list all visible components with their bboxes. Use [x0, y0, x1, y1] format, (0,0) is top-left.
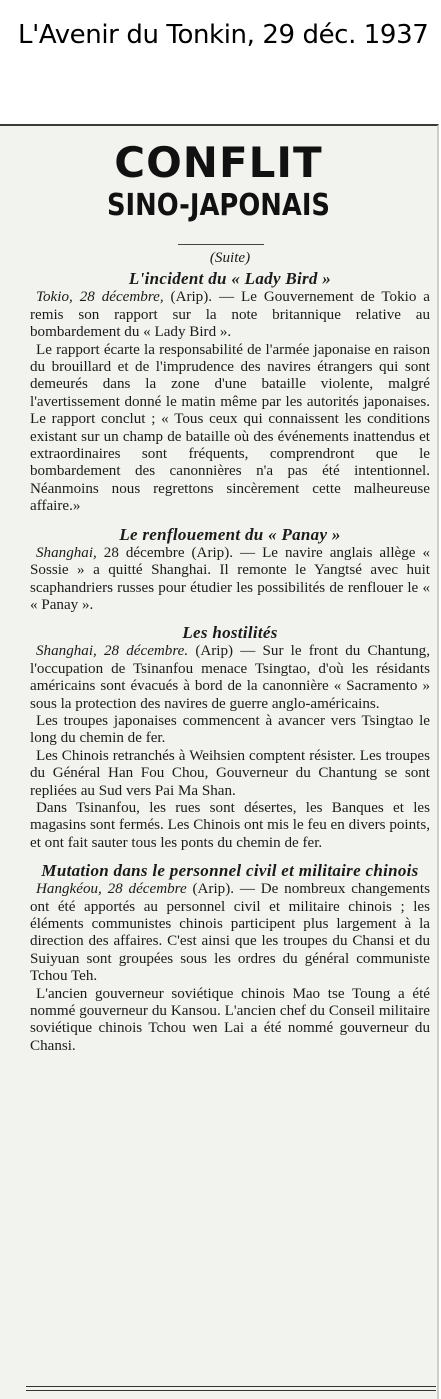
title-divider	[178, 244, 264, 245]
paragraph	[30, 545, 430, 615]
paragraph	[30, 800, 430, 852]
dateline: Hangkéou, 28 décembre	[36, 881, 187, 898]
paragraph	[30, 748, 430, 800]
paragraph-text: L'ancien gouverneur soviétique chinois Mao tse Toung a été nommé gouverneur du Kansou. L'ancien chef du Conseil militaire soviétique chinois Tchou wen Lai a été nommé gouverneur du Chansi.	[30, 985, 430, 1054]
section-heading-mutation: Mutation dans le personnel civil et militaire chinois	[41, 861, 419, 881]
bottom-divider	[26, 1386, 436, 1391]
paragraph-text: 28 décembre (Arip). — Le navire anglais allège « Sossie » a quitté Shanghai. Il remonte le Yangtsé avec huit scaphandriers russes pour étudier les possibilités de renflouer le « « Panay ».	[30, 544, 430, 613]
suite-label: (Suite)	[209, 250, 251, 266]
article-body	[30, 250, 430, 1055]
paragraph	[30, 342, 430, 516]
paragraph-text: (Arip). — De nombreux changements ont été apportés au personnel civil et militaire chinois ; les éléments communistes chinois participent plus largement à la direction des affaires. C'est ainsi que les troupes du Chansi et du Suiyuan sont groupées sous les ordres du général communiste Tchou Teh.	[30, 881, 430, 985]
paragraph	[30, 643, 430, 713]
paragraph-text: (Arip) — Sur le front du Chantung, l'occupation de Tsinanfou menace Tsingtao, d'où les résidants américains sont évacués à bord de la canonnière « Sacramento » sous la protection des navires de guerre anglo-américains.	[30, 643, 430, 712]
page-caption: L'Avenir du Tonkin, 29 déc. 1937	[18, 20, 429, 50]
paragraph	[30, 881, 430, 985]
paragraph-text: Les Chinois retranchés à Weihsien comptent résister. Les troupes du Général Han Fou Chou, Gouverneur du Chantung se sont repliées au Sud vers Pai Ma Shan.	[30, 747, 430, 799]
paragraph	[30, 289, 430, 341]
paragraph	[30, 986, 430, 1056]
article-subtitle: SINO-JAPONAIS	[106, 188, 331, 223]
dateline: Shanghai,	[36, 544, 97, 561]
paragraph	[30, 713, 430, 748]
dateline: Shanghai, 28 décembre.	[36, 643, 189, 660]
paragraph-text: Le rapport écarte la responsabilité de l'armée japonaise en raison du brouillard et de l'imprudence des navires étrangers qui sont demeurés dans la zone d'une bataille violente, malgré l'avertissement donné le matin même par les autorités japonaises. Le rapport conclut ; « Tous ceux qui connaissent les conditions existant sur un champ de bataille où des événements inattendus et extraordinaires sont fréquents, comprendront que le bombardement des canonnières n'a pas été intentionnel. Néanmoins nous regrettons sincèrement cette malheureuse affaire.»	[30, 341, 430, 515]
section-heading-lady-bird: L'incident du « Lady Bird »	[128, 269, 332, 289]
section-heading-hostilites: Les hostilités	[182, 623, 278, 643]
paragraph-text: Dans Tsinanfou, les rues sont désertes, les Banques et les magasins sont fermés. Les Chinois ont mis le feu en divers points, et ont fait sauter tous les ponts du chemin de fer.	[30, 799, 430, 851]
section-heading-panay: Le renflouement du « Panay »	[119, 524, 341, 544]
paragraph-text: Les troupes japonaises commencent à avancer vers Tsingtao le long du chemin de fer.	[30, 712, 430, 747]
dateline: Tokio, 28 décembre,	[36, 289, 164, 306]
article-title: CONFLIT	[114, 138, 323, 187]
newspaper-clipping	[0, 124, 439, 1399]
paragraph-text: (Arip). — Le Gouvernement de Tokio a remis son rapport sur la note britannique relative au bombardement du « Lady Bird ».	[30, 289, 430, 341]
